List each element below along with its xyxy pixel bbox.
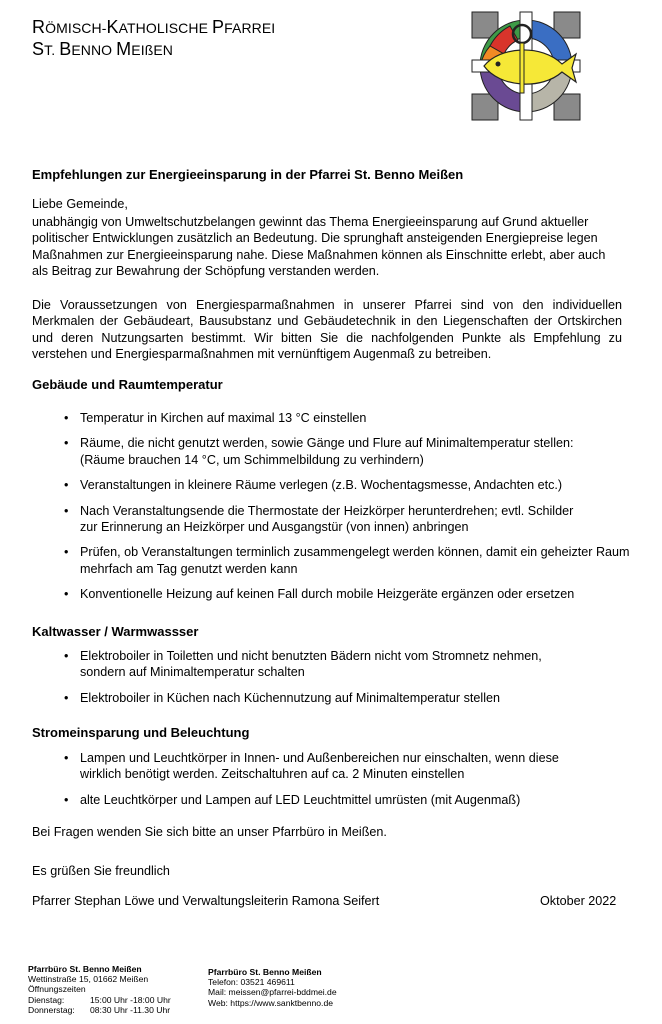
footer-office-hours [28, 964, 171, 1015]
footer-phone: Telefon: 03521 469611 [208, 977, 295, 988]
list-item: • Nach Veranstaltungsende die Thermostate der Heizkörper herunterdrehen; evtl. Schilder zur Erinnerung an Heizkörper und Ausgangstür (von innen) anbringen [64, 503, 574, 535]
list-item: • Temperatur in Kirchen auf maximal 13 °C einstellen [64, 411, 367, 425]
list-item: • Elektroboiler in Toiletten und nicht benutzten Bädern nicht vom Stromnetz nehmen, sondern auf Minimaltemperatur schalten [64, 649, 542, 680]
footer-hours-label: Öffnungszeiten [28, 984, 86, 995]
water-list [64, 648, 659, 706]
document-title: Empfehlungen zur Energieeinsparung in der Pfarrei St. Benno Meißen [32, 167, 464, 182]
questions-note: Bei Fragen wenden Sie sich bitte an unser Pfarrbüro in Meißen. [32, 825, 387, 839]
footer-day: Dienstag: [28, 994, 65, 1005]
footer-web: Web: https://www.sanktbenno.de [208, 997, 333, 1008]
list-item: • Räume, die nicht genutzt werden, sowie Gänge und Flure auf Minimaltemperatur stellen: (Räume brauchen 14 °C, um Schimmelbildung zu verhindern) [64, 436, 574, 467]
footer-office-name: Pfarrbüro St. Benno Meißen [28, 964, 142, 974]
closing-line: Es grüßen Sie freundlich [32, 864, 170, 878]
list-item: • Elektroboiler in Küchen nach Küchennutzung auf Minimaltemperatur stellen [64, 690, 501, 705]
prerequisites-paragraph: Die Voraussetzungen von Energiesparmaßnahmen in unserer Pfarrei sind von den individuellen Merkmalen der Gebäudeart, Bausubstanz und Gebäudetechnik in den Liegenschaften der Ortskirchen und deren Nutzungsarten bestimmt. Wir bitten Sie die nachfolgenden Punkte als Empfehlung zu verstehen und Energiesparmaßnahmen mit vernünftigem Augenmaß zu betreiben. [32, 298, 622, 362]
footer-address: Wettinstraße 15, 01662 Meißen [28, 974, 149, 985]
greeting: Liebe Gemeinde, [32, 197, 128, 211]
parish-name: RÖMISCH-KATHOLISCHE PFARREI [32, 17, 276, 37]
parish-location: ST. BENNO MEIßEN [32, 39, 173, 59]
signature: Pfarrer Stephan Löwe und Verwaltungsleiterin Ramona Seifert [32, 894, 380, 908]
footer-contact [208, 967, 337, 1008]
section-heading-electricity: Stromeinsparung und Beleuchtung [32, 725, 250, 740]
footer-time: 15:00 Uhr -18:00 Uhr [90, 994, 171, 1005]
list-item: • alte Leuchtkörper und Lampen auf LED Leuchtmittel umrüsten (mit Augenmaß) [64, 792, 521, 807]
electricity-list [64, 750, 659, 808]
date: Oktober 2022 [540, 894, 617, 908]
buildings-list [64, 410, 659, 603]
footer-mail: Mail: meissen@pfarrei-bddmei.de [208, 987, 337, 998]
footer-time: 08:30 Uhr -11.30 Uhr [90, 1004, 171, 1015]
list-item: • Veranstaltungen in kleinere Räume verlegen (z.B. Wochentagsmesse, Andachten etc.) [64, 478, 563, 493]
section-heading-water: Kaltwasser / Warmwassser [32, 624, 199, 639]
list-item: • Lampen und Leuchtkörper in Innen- und Außenbereichen nur einschalten, wenn diese wirklich benötigt werden. Zeitschaltuhren auf ca. 2 Minuten einstellen [64, 751, 559, 782]
intro-paragraph: unabhängig von Umweltschutzbelangen gewinnt das Thema Energieeinsparung auf Grund aktueller politischer Entwicklungen zusätzlich an Bedeutung. Die sprunghaft ansteigenden Energiepreise legen Maßnahmen zur Energieeinsparung nahe. Diese Maßnahmen können als Einschnitte erlebt, aber auch als Beitrag zur Bewahrung der Schöpfung verstanden werden. [32, 215, 606, 279]
list-item: • Prüfen, ob Veranstaltungen terminlich zusammengelegt werden können, damit ein geheizter Raum mehrfach am Tag genutzt werden kann [64, 545, 630, 576]
footer-office-name: Pfarrbüro St. Benno Meißen [208, 967, 322, 977]
section-heading-buildings: Gebäude und Raumtemperatur [32, 377, 223, 392]
parish-logo-icon [470, 10, 582, 122]
footer-day: Donnerstag: [28, 1004, 75, 1015]
list-item: • Konventionelle Heizung auf keinen Fall durch mobile Heizgeräte ergänzen oder ersetzen [64, 587, 575, 602]
